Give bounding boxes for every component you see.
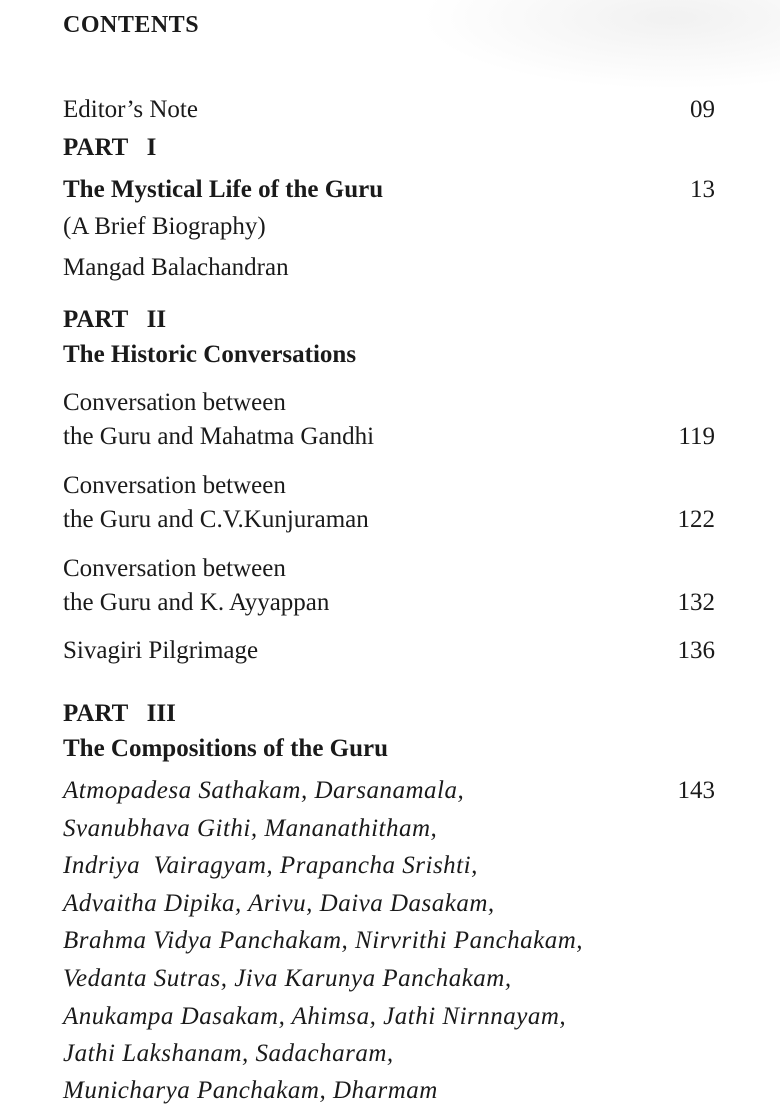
part2-label: PART II bbox=[63, 306, 167, 333]
composition-line: Jathi Lakshanam, Sadacharam, bbox=[63, 1040, 394, 1067]
part2-title: The Historic Conversations bbox=[63, 341, 357, 368]
part1-subtitle: (A Brief Biography) bbox=[63, 213, 266, 240]
entry-page: 119 bbox=[678, 423, 715, 450]
composition-line: Advaitha Dipika, Arivu, Daiva Dasakam, bbox=[63, 890, 495, 917]
part3-label: PART III bbox=[63, 700, 176, 727]
entry-line1: Conversation between bbox=[63, 555, 286, 582]
pilgrimage-page: 136 bbox=[677, 637, 715, 664]
composition-line: Municharya Panchakam, Dharmam bbox=[63, 1077, 438, 1104]
part1-page: 13 bbox=[690, 176, 715, 203]
entry-line1: Conversation between bbox=[63, 472, 286, 499]
part1-author: Mangad Balachandran bbox=[63, 254, 289, 281]
part1-title: The Mystical Life of the Guru bbox=[63, 176, 384, 203]
editors-note-page: 09 bbox=[690, 96, 715, 123]
entry-page: 122 bbox=[677, 506, 715, 533]
composition-line: Vedanta Sutras, Jiva Karunya Panchakam, bbox=[63, 965, 512, 992]
entry-line1: Conversation between bbox=[63, 389, 286, 416]
composition-line: Anukampa Dasakam, Ahimsa, Jathi Nirnnayam, bbox=[63, 1003, 567, 1030]
decorative-background bbox=[420, 0, 780, 90]
entry-page: 132 bbox=[677, 589, 715, 616]
part3-page: 143 bbox=[677, 777, 715, 804]
composition-line: Brahma Vidya Panchakam, Nirvrithi Panchakam, bbox=[63, 927, 584, 954]
entry-line2: the Guru and K. Ayyappan bbox=[63, 589, 330, 616]
composition-line: Atmopadesa Sathakam, Darsanamala, bbox=[63, 777, 465, 804]
contents-heading: CONTENTS bbox=[63, 12, 200, 38]
composition-line: Svanubhava Githi, Mananathitham, bbox=[63, 815, 438, 842]
pilgrimage-title: Sivagiri Pilgrimage bbox=[63, 637, 259, 664]
part1-label: PART I bbox=[63, 134, 157, 161]
part3-title: The Compositions of the Guru bbox=[63, 735, 389, 762]
entry-line2: the Guru and Mahatma Gandhi bbox=[63, 423, 375, 450]
editors-note-title: Editor’s Note bbox=[63, 96, 198, 123]
composition-line: Indriya Vairagyam, Prapancha Srishti, bbox=[63, 852, 478, 879]
entry-line2: the Guru and C.V.Kunjuraman bbox=[63, 506, 369, 533]
